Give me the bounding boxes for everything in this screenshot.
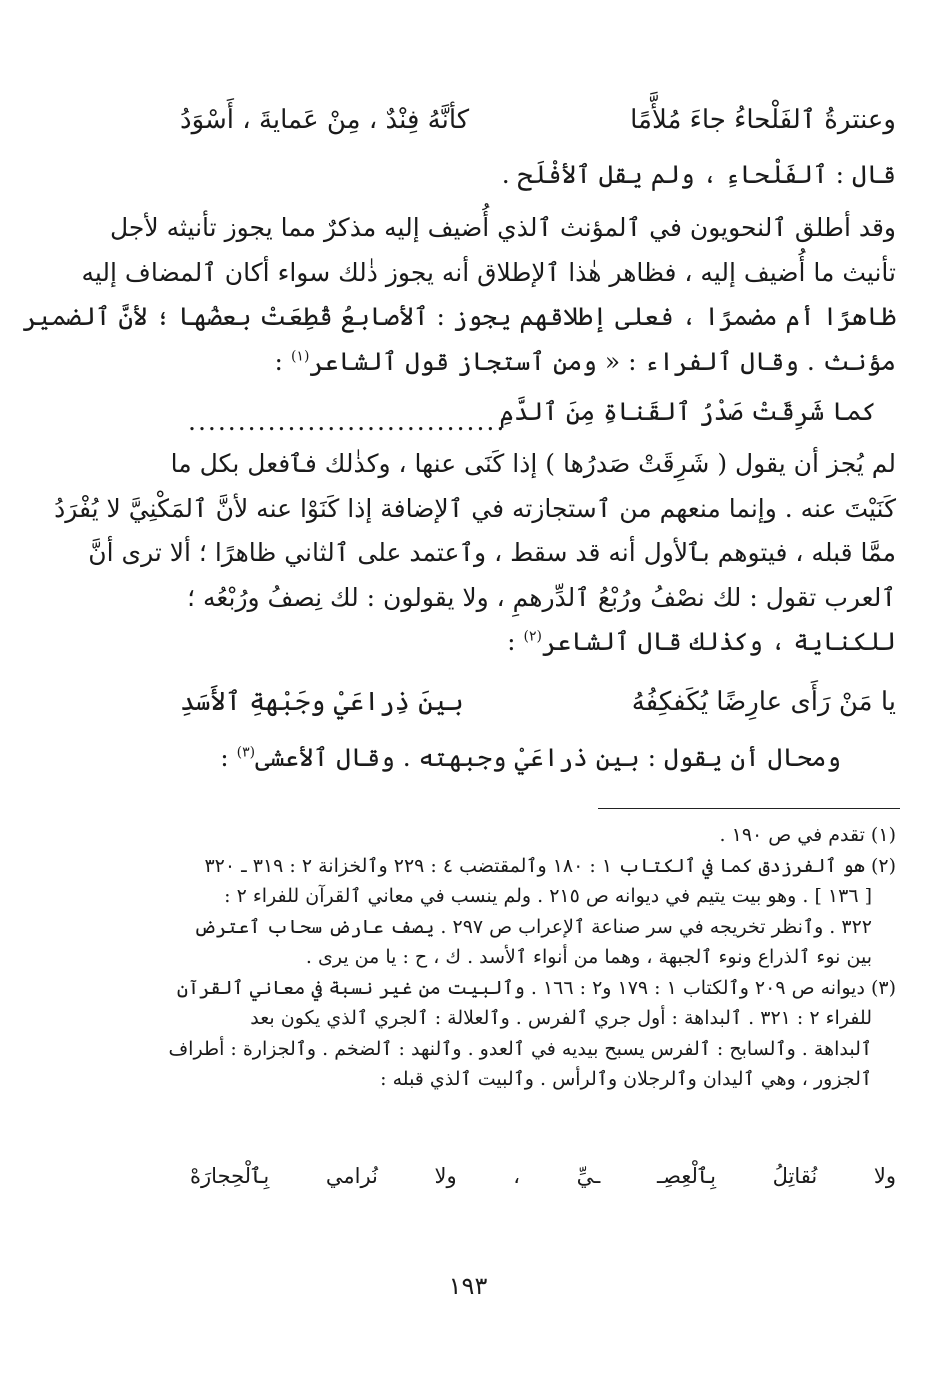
footnote-2-line-3: ٣٢٢ . وٱنظر تخريجه في سر صناعة ٱلإعراب ص ٢٩٧ . يصف عارض سحاب ٱعترض: [193, 915, 872, 938]
verse-1-hemistich-left: كأنَّهُ فِنْدٌ ، مِنْ عَمايةَ ، أَسْوَدُ: [180, 105, 470, 135]
paragraph-1-line-4-colon: :: [274, 346, 283, 376]
footnote-ref-2[interactable]: (٢): [523, 629, 542, 646]
paragraph-1-line-2: تأنيث ما أُضيف إليه ، فظاهر هٰذا ٱلإطلاق أنه يجوز ذٰلك سواء أكان ٱلمضاف إليه: [81, 257, 896, 287]
footnote-3-line-1: (٣) ديوانه ص ٢٠٩ وٱلكتاب ١ : ١٧٩ و٢ : ١٦٦ . وٱلبيت من غير نسبة في معاني ٱلقرآن: [176, 976, 896, 999]
paragraph-2-line-3: ممَّا قبله ، فيتوهم بٱلأول أنه قد سقط ، وٱعتمد على ٱلثاني ظاهرًا ؛ ألا ترى أنَّ: [88, 538, 896, 568]
paragraph-2-line-2: كَنَيْتَ عنه . وإنما منعهم من ٱستجازته في ٱلإضافة إذا كَنَوْا عنه لأنَّ ٱلمَكْنِيَّ لا يُفْرَدُ: [54, 493, 896, 523]
muhal-line: [220, 738, 841, 778]
footnote-verse-word-3: بِٱلْعِصِـ: [656, 1164, 716, 1188]
footnote-verse-word-8: بِٱلْحِجارَهْ: [190, 1164, 270, 1188]
verse-3-hemistich-right: يا مَنْ رَأَى عارِضًا يُكَفكِفُهُ: [631, 687, 896, 717]
verse-3: [180, 682, 896, 722]
verse-3-hemistich-left: بينَ ذِراعَيْ وجَبْهةِ ٱلأَسَدِ: [180, 687, 464, 717]
paragraph-2-line-5: [190, 620, 896, 665]
verse-1-hemistich-right: وعنترةُ ٱلفَلْحاءُ جاءَ مُلأَّمًا: [630, 105, 896, 135]
paragraph-2-line-5-colon: :: [507, 627, 516, 657]
paragraph-2-line-1: لم يُجز أن يقول ( شَرِقَتْ صَدرُها ) إذا كَنَى عنها ، وكذٰلك فٱفعل بكل ما: [170, 449, 896, 478]
footnote-3-line-3: ٱلبداهة . وٱلسابح : ٱلفرس يسبح بيديه في ٱلعدو . وٱلنهد : ٱلضخم . وٱلجزارة : أطراف: [168, 1037, 872, 1060]
paragraph-1-line-4: [190, 340, 896, 385]
paragraph-2-line-5-text: للكناية ، وكذٰلك قال ٱلشاعر: [541, 627, 896, 657]
footnote-1: (١) تقدم في ص ١٩٠ .: [719, 824, 896, 846]
paragraph-1-line-1: وقد أطلق ٱلنحويون في ٱلمؤنث ٱلذي أُضيف إليه مذكرٌ مما يجوز تأنيثه لأجل: [110, 213, 896, 242]
footnotes: [168, 820, 896, 1095]
footnote-verse-word-4: ـيِّ: [576, 1164, 601, 1188]
footnote-2-line-4: بين نوء ٱلذراع ونوء ٱلجبهة ، وهما من أنواء ٱلأسد . ك ، ح : يا من يرى .: [305, 946, 872, 968]
muhal-line-colon: :: [220, 743, 229, 772]
footnote-verse-word-1: ولا: [873, 1164, 896, 1188]
footnote-ref-1[interactable]: (١): [290, 348, 310, 365]
footnote-divider: [598, 808, 900, 809]
paragraph-2-line-4: ٱلعرب تقول : لك نصْفُ ورُبْعُ ٱلدِّرهمِ ، ولا يقولون : لك نِصفُ ورُبْعُه ؛: [187, 582, 896, 612]
footnote-2-line-2: [ ١٣٦ ] . وهو بيت يتيم في ديوانه ص ٢١٥ . ولم ينسب في معاني ٱلقرآن للفراء ٢ :: [224, 885, 872, 907]
qal-line: قال : ٱلفَلْحاءِ ، ولم يقل ٱلأفْلَح .: [501, 160, 896, 189]
verse-2-ellipsis: ................................: [188, 407, 507, 436]
verse-2: [188, 392, 896, 436]
footnote-3-line-4: ٱلجزور ، وهي ٱليدان وٱلرجلان وٱلرأس . وٱلبيت ٱلذي قبله :: [380, 1068, 872, 1090]
footnote-verse: [190, 1158, 896, 1194]
footnote-verse-word-7: نُرامي: [325, 1164, 378, 1188]
paragraph-1-line-4-text: مؤنث . وقال ٱلفراء : « ومن ٱستجاز قول ٱلشاعر: [309, 346, 896, 376]
paragraph-1: [22, 206, 896, 384]
footnote-3-line-2: للفراء ٢ : ٣٢١ . ٱلبداهة : أول جري ٱلفرس . وٱلعلالة : ٱلجري ٱلذي يكون بعد: [250, 1007, 872, 1029]
muhal-line-text: ومحال أن يقول : بين ذراعَيْ وجبهته . وقال ٱلأعشى: [255, 743, 841, 772]
footnote-ref-3[interactable]: (٣): [236, 744, 256, 761]
paragraph-1-line-3: ظاهرًا أم مضمرًا ، فعلى إطلاقهم يجوز : ٱلأصابعُ قُطِعَتْ بعضُها ؛ لأنَّ ٱلضمير: [22, 302, 896, 332]
verse-2-hemistich: كما شَرِقَتْ صَدْرُ ٱلقَناةِ مِنَ ٱلدَّمِ: [499, 397, 876, 426]
footnote-verse-word-6: ولا: [434, 1164, 457, 1188]
footnote-verse-word-2: نُقاتِلُ: [772, 1164, 818, 1188]
paragraph-2: [54, 442, 896, 665]
verse-1: [180, 100, 896, 140]
footnote-2-line-1: (٢) هو ٱلفرزدق كما في ٱلكتاب ١ : ١٨٠ وٱلمقتضب ٤ : ٢٢٩ وٱلخزانة ٢ : ٣١٩ ـ ٣٢٠: [204, 854, 896, 877]
footnote-verse-word-5: ،: [513, 1164, 521, 1188]
page-number: ١٩٣: [448, 1272, 488, 1300]
